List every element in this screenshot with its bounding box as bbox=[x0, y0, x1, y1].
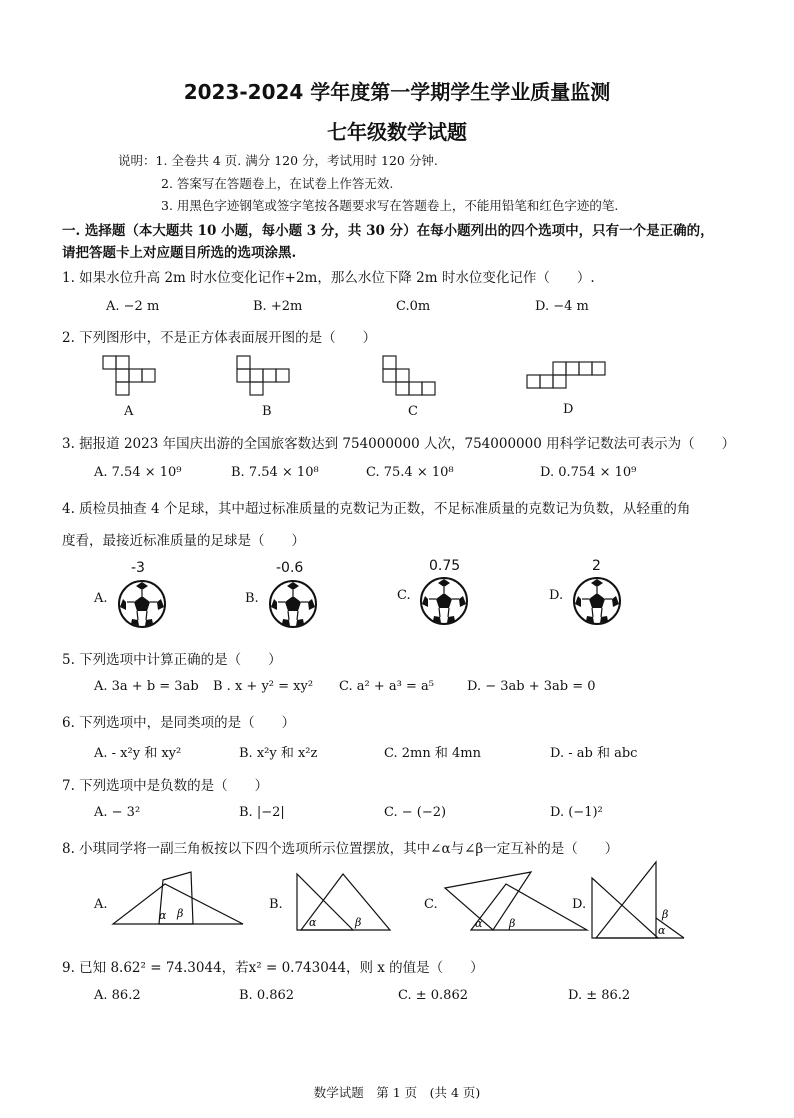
q8-a-alpha: α bbox=[159, 909, 167, 922]
q8-b-beta: β bbox=[355, 916, 362, 929]
q5-stem: 5. 下列选项中计算正确的是（ ） bbox=[62, 652, 282, 668]
q2-figure-b bbox=[237, 356, 297, 401]
q2-label-a: A bbox=[124, 404, 134, 419]
q1-option-c: C.0m bbox=[396, 299, 431, 314]
q8-figure-a bbox=[113, 866, 248, 928]
q9-option-d: D. ± 86.2 bbox=[568, 988, 631, 1003]
soccer-ball-icon bbox=[572, 576, 622, 626]
q2-figure-a bbox=[103, 356, 163, 401]
q9-option-a: A. 86.2 bbox=[94, 988, 141, 1003]
q1-stem: 1. 如果水位升高 2m 时水位变化记作+2m，那么水位下降 2m 时水位变化记作（ ）. bbox=[62, 270, 595, 286]
q3-option-c: C. 75.4 × 10⁸ bbox=[366, 465, 454, 480]
q5-option-b: B . x + y² = xy² bbox=[213, 679, 314, 694]
q2-label-d: D bbox=[563, 402, 574, 417]
q4-ball-a-value: -3 bbox=[131, 560, 145, 576]
q7-option-a: A. − 3² bbox=[94, 805, 141, 820]
q1-option-d: D. −4 m bbox=[535, 299, 589, 314]
q1-option-b: B. +2m bbox=[253, 299, 303, 314]
q7-option-d: D. (−1)² bbox=[550, 805, 603, 820]
q8-stem: 8. 小琪同学将一副三角板按以下四个选项所示位置摆放，其中∠α与∠β一定互补的是（ ） bbox=[62, 841, 619, 857]
q8-c-beta: β bbox=[509, 917, 516, 930]
q4-ball-c-value: 0.75 bbox=[429, 558, 461, 574]
q4-option-c: C. bbox=[397, 588, 411, 603]
q8-figure-c bbox=[441, 870, 591, 932]
q4-stem-line1: 4. 质检员抽查 4 个足球，其中超过标准质量的克数记为正数，不足标准质量的克数记为负数，从轻重的角 bbox=[62, 501, 691, 517]
q2-figure-c bbox=[383, 356, 443, 401]
note-2: 2. 答案写在答题卷上，在试卷上作答无效. bbox=[161, 176, 394, 191]
soccer-ball-icon bbox=[117, 579, 167, 629]
q4-option-b: B. bbox=[245, 591, 259, 606]
q8-option-d: D. bbox=[572, 897, 587, 912]
q8-c-alpha: α bbox=[475, 917, 483, 930]
page-footer: 数学试题 第 1 页 (共 4 页) bbox=[313, 1085, 481, 1100]
q6-option-c: C. 2mn 和 4mn bbox=[384, 746, 481, 761]
soccer-ball-icon bbox=[268, 579, 318, 629]
q4-option-d: D. bbox=[549, 588, 564, 603]
q3-option-d: D. 0.754 × 10⁹ bbox=[540, 465, 637, 480]
q8-a-beta: β bbox=[177, 907, 184, 920]
q9-option-c: C. ± 0.862 bbox=[398, 988, 468, 1003]
q6-option-d: D. - ab 和 abc bbox=[550, 746, 638, 761]
q8-figure-d bbox=[590, 858, 690, 940]
q4-ball-b-value: -0.6 bbox=[276, 560, 304, 576]
q6-stem: 6. 下列选项中，是同类项的是（ ） bbox=[62, 715, 296, 731]
q7-stem: 7. 下列选项中是负数的是（ ） bbox=[62, 778, 269, 794]
q3-stem: 3. 据报道 2023 年国庆出游的全国旅客数达到 754000000 人次，754000000 用科学记数法可表示为（ ） bbox=[62, 436, 736, 452]
q4-ball-d-value: 2 bbox=[592, 558, 601, 574]
q9-stem: 9. 已知 8.62² = 74.3044，若x² = 0.743044，则 x 的值是（ ） bbox=[62, 960, 484, 976]
q8-d-alpha: α bbox=[658, 924, 666, 937]
q8-figure-b bbox=[295, 860, 395, 932]
q2-figure-d bbox=[527, 362, 607, 397]
section-heading-line2: 请把答题卡上对应题目所选的选项涂黑. bbox=[62, 245, 297, 261]
section-heading-line1: 一. 选择题（本大题共 10 小题，每小题 3 分，共 30 分）在每小题列出的四个选项中，只有一个是正确的， bbox=[62, 223, 714, 239]
q5-option-c: C. a² + a³ = a⁵ bbox=[339, 679, 434, 694]
q7-option-b: B. |−2| bbox=[239, 805, 285, 820]
q9-option-b: B. 0.862 bbox=[239, 988, 295, 1003]
note-1: 说明：1. 全卷共 4 页. 满分 120 分，考试用时 120 分钟. bbox=[118, 153, 438, 168]
q3-option-a: A. 7.54 × 10⁹ bbox=[94, 465, 182, 480]
soccer-ball-icon bbox=[419, 576, 469, 626]
q5-option-a: A. 3a + b = 3ab bbox=[94, 679, 199, 694]
q8-option-b: B. bbox=[269, 897, 283, 912]
q8-d-beta: β bbox=[662, 908, 669, 921]
q1-option-a: A. −2 m bbox=[106, 299, 160, 314]
exam-subtitle: 七年级数学试题 bbox=[327, 120, 467, 144]
q5-option-d: D. − 3ab + 3ab = 0 bbox=[467, 679, 596, 694]
q3-option-b: B. 7.54 × 10⁸ bbox=[231, 465, 319, 480]
q6-option-b: B. x²y 和 x²z bbox=[239, 746, 318, 761]
q8-option-c: C. bbox=[424, 897, 438, 912]
q8-b-alpha: α bbox=[309, 916, 317, 929]
q8-option-a: A. bbox=[94, 897, 108, 912]
q4-stem-line2: 度看，最接近标准质量的足球是（ ） bbox=[62, 533, 305, 549]
q4-option-a: A. bbox=[94, 591, 108, 606]
q2-stem: 2. 下列图形中，不是正方体表面展开图的是（ ） bbox=[62, 330, 377, 346]
note-3: 3. 用黑色字迹钢笔或签字笔按各题要求写在答题卷上，不能用铅笔和红色字迹的笔. bbox=[161, 198, 619, 213]
q2-label-b: B bbox=[262, 404, 272, 419]
exam-title: 2023-2024 学年度第一学期学生学业质量监测 bbox=[183, 80, 611, 104]
q2-label-c: C bbox=[408, 404, 418, 419]
q7-option-c: C. − (−2) bbox=[384, 805, 447, 820]
q6-option-a: A. - x²y 和 xy² bbox=[94, 746, 182, 761]
